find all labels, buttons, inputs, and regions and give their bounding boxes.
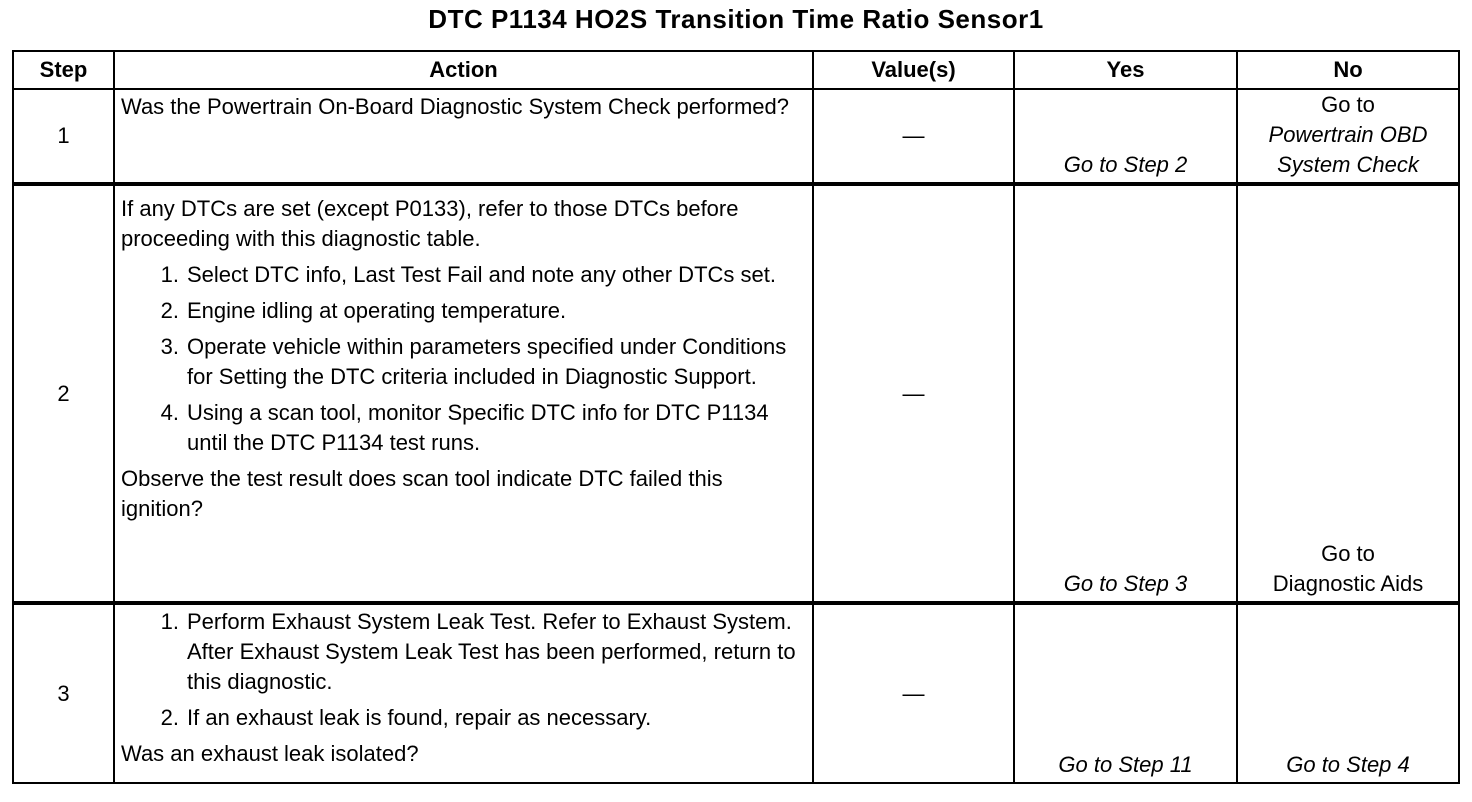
action-steps xyxy=(121,260,806,458)
yes-link[interactable]: Go to Step 2 xyxy=(1063,152,1188,177)
no-link[interactable]: Go to Step 4 xyxy=(1286,752,1410,777)
list-item-number: 1. xyxy=(160,609,179,634)
table-row xyxy=(13,603,1459,783)
no-cell xyxy=(1237,603,1459,783)
yes-cell xyxy=(1014,89,1237,184)
list-item xyxy=(121,703,806,733)
list-item-number: 2. xyxy=(160,298,179,323)
action-intro: If any DTCs are set (except P0133), refer to those DTCs before proceeding with this diagnostic table. xyxy=(121,196,739,251)
list-item-number: 4. xyxy=(160,400,179,425)
list-item-text: Engine idling at operating temperature. xyxy=(187,298,567,323)
list-item xyxy=(121,260,806,290)
action-cell xyxy=(114,603,813,783)
yes-link[interactable]: Go to Step 3 xyxy=(1063,571,1188,596)
value-cell: — xyxy=(813,184,1014,603)
yes-cell xyxy=(1014,603,1237,783)
action-cell xyxy=(114,89,813,184)
table-header-row xyxy=(13,51,1459,89)
list-item-number: 2. xyxy=(160,705,179,730)
diagnostic-table xyxy=(12,50,1460,784)
value-cell: — xyxy=(813,89,1014,184)
no-link[interactable]: Diagnostic Aids xyxy=(1272,571,1424,596)
no-cell xyxy=(1237,184,1459,603)
table-row xyxy=(13,184,1459,603)
no-go-to-label: Go to xyxy=(1321,541,1375,566)
list-item xyxy=(121,398,806,458)
list-item-text: Operate vehicle within parameters specified under Conditions for Setting the DTC criteria included in Diagnostic Support. xyxy=(187,334,787,389)
no-cell xyxy=(1237,89,1459,184)
action-steps xyxy=(121,607,806,733)
header-no: No xyxy=(1237,51,1459,89)
value-cell: — xyxy=(813,603,1014,783)
no-link[interactable]: Powertrain OBD System Check xyxy=(1268,122,1428,177)
header-yes: Yes xyxy=(1014,51,1237,89)
yes-link[interactable]: Go to Step 11 xyxy=(1058,752,1193,777)
action-question: Observe the test result does scan tool indicate DTC failed this ignition? xyxy=(121,466,723,521)
no-link-group xyxy=(1238,539,1458,599)
list-item-text: Select DTC info, Last Test Fail and note any other DTCs set. xyxy=(187,262,776,287)
no-go-to-label: Go to xyxy=(1321,92,1375,117)
yes-cell xyxy=(1014,184,1237,603)
header-action: Action xyxy=(114,51,813,89)
page-title: DTC P1134 HO2S Transition Time Ratio Sensor1 xyxy=(428,4,1044,34)
list-item xyxy=(121,332,806,392)
list-item-text: Perform Exhaust System Leak Test. Refer to Exhaust System. After Exhaust System Leak Test has been performed, return to this diagnostic. xyxy=(187,609,796,694)
action-question: Was an exhaust leak isolated? xyxy=(121,741,419,766)
list-item-number: 1. xyxy=(160,262,179,287)
list-item-text: If an exhaust leak is found, repair as necessary. xyxy=(187,705,652,730)
list-item-text: Using a scan tool, monitor Specific DTC info for DTC P1134 until the DTC P1134 test runs. xyxy=(187,400,769,455)
header-values: Value(s) xyxy=(813,51,1014,89)
step-number: 3 xyxy=(13,603,114,783)
action-cell xyxy=(114,184,813,603)
list-item-number: 3. xyxy=(160,334,179,359)
list-item xyxy=(121,607,806,697)
step-number: 2 xyxy=(13,184,114,603)
table-row xyxy=(13,89,1459,184)
step-number: 1 xyxy=(13,89,114,184)
header-step: Step xyxy=(13,51,114,89)
list-item xyxy=(121,296,806,326)
action-intro: Was the Powertrain On-Board Diagnostic System Check performed? xyxy=(121,94,790,119)
